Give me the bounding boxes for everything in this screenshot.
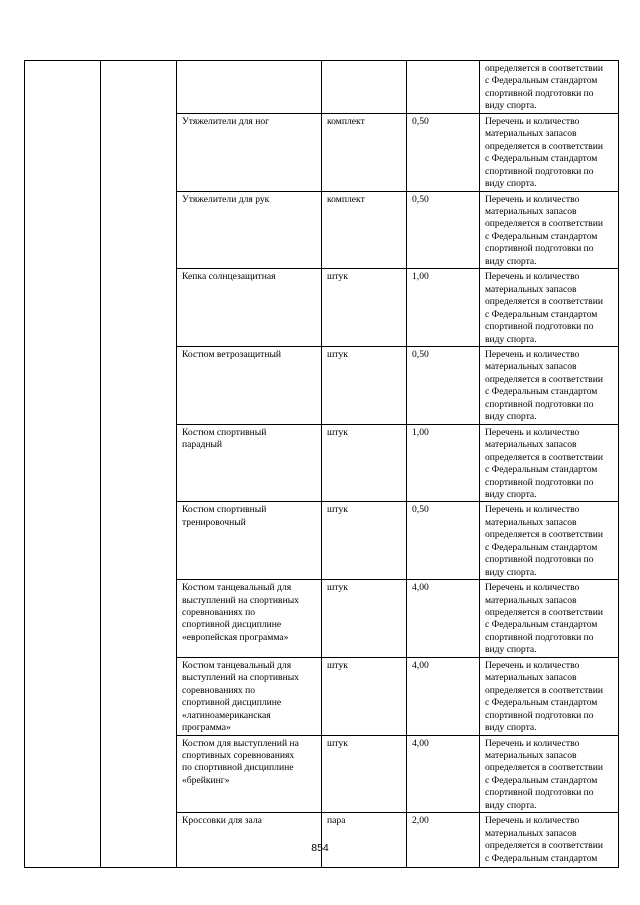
cell-item-name-text: Костюм танцевальный для выступлений на спортивных соревнованиях по спортивной дисциплине «европейская программа» xyxy=(182,582,299,643)
cell-unit-text: пара xyxy=(327,815,346,827)
cell-name-continuation xyxy=(177,61,322,114)
cell-note-text: Перечень и количество материальных запасов определяется в соответствии с Федеральным стандартом спортивной подготовки по виду спорта. xyxy=(485,348,603,423)
cell-note xyxy=(480,657,619,735)
merged-cell-col2 xyxy=(101,61,177,868)
cell-item-name xyxy=(177,813,322,868)
cell-unit xyxy=(322,813,407,868)
cell-note-text: Перечень и количество материальных запасов определяется в соответствии с Федеральным стандартом спортивной подготовки по виду спорта. xyxy=(485,659,603,734)
cell-quantity xyxy=(407,346,480,424)
cell-note xyxy=(480,113,619,191)
table-row-continuation xyxy=(25,61,619,114)
cell-note-text: Перечень и количество материальных запасов определяется в соответствии с Федеральным стандартом спортивной подготовки по виду спорта. xyxy=(485,582,603,656)
cell-note-text: Перечень и количество материальных запасов определяется в соответствии с Федеральным стандартом xyxy=(485,815,603,864)
cell-item-name-text: Костюм ветрозащитный xyxy=(182,348,282,360)
cell-unit xyxy=(322,191,407,269)
cell-item-name-text: Костюм танцевальный для выступлений на спортивных соревнованиях по спортивной дисциплине «латиноамериканская программа» xyxy=(182,659,299,734)
cell-item-name xyxy=(177,191,322,269)
cell-note xyxy=(480,580,619,658)
page-number: 854 xyxy=(311,842,329,854)
cell-unit-text: комплект xyxy=(327,193,365,205)
cell-item-name-text: Кепка солнцезащитная xyxy=(182,271,276,283)
cell-item-name-text: Утяжелители для рук xyxy=(182,193,270,205)
cell-quantity-text: 2,00 xyxy=(412,815,429,827)
cell-unit xyxy=(322,502,407,580)
cell-unit-continuation xyxy=(322,61,407,114)
cell-item-name-text: Костюм для выступлений на спортивных соревнованиях по спортивной дисциплине «брейкинг» xyxy=(182,737,299,786)
cell-note xyxy=(480,269,619,347)
cell-item-name xyxy=(177,735,322,813)
cell-unit-text: штук xyxy=(327,271,348,283)
table-body xyxy=(25,61,619,868)
cell-quantity-text: 0,50 xyxy=(412,348,429,360)
cell-quantity-text: 0,50 xyxy=(412,504,429,516)
cell-quantity-text: 4,00 xyxy=(412,582,429,594)
cell-quantity xyxy=(407,580,480,658)
merged-cell-col1 xyxy=(25,61,101,868)
cell-item-name-text: Костюм спортивный тренировочный xyxy=(182,504,267,528)
cell-unit xyxy=(322,269,407,347)
cell-item-name-text: Костюм спортивный парадный xyxy=(182,426,267,451)
cell-item-name xyxy=(177,502,322,580)
cell-quantity-text: 1,00 xyxy=(412,426,429,438)
cell-note xyxy=(480,735,619,813)
cell-unit xyxy=(322,735,407,813)
cell-quantity-text: 4,00 xyxy=(412,659,429,671)
cell-unit xyxy=(322,424,407,502)
cell-item-name-text: Кроссовки для зала xyxy=(182,815,262,827)
cell-note xyxy=(480,346,619,424)
cell-note-text: Перечень и количество материальных запасов определяется в соответствии с Федеральным стандартом спортивной подготовки по виду спорта. xyxy=(485,504,603,578)
cell-unit xyxy=(322,657,407,735)
cell-unit xyxy=(322,113,407,191)
cell-quantity xyxy=(407,657,480,735)
cell-quantity xyxy=(407,502,480,580)
cell-unit-text: комплект xyxy=(327,115,365,127)
cell-quantity xyxy=(407,113,480,191)
cell-quantity xyxy=(407,191,480,269)
cell-item-name xyxy=(177,346,322,424)
cell-unit-text: штук xyxy=(327,737,348,749)
continuation-note-text: определяется в соответствии с Федеральным стандартом спортивной подготовки по виду спорта. xyxy=(485,63,603,112)
cell-quantity xyxy=(407,269,480,347)
cell-quantity-text: 1,00 xyxy=(412,271,429,283)
cell-quantity-text: 0,50 xyxy=(412,193,429,205)
cell-item-name xyxy=(177,113,322,191)
cell-quantity xyxy=(407,424,480,502)
cell-quantity-text: 0,50 xyxy=(412,115,429,127)
equipment-table xyxy=(24,60,619,868)
cell-item-name xyxy=(177,657,322,735)
cell-unit-text: штук xyxy=(327,582,348,594)
cell-note-text: Перечень и количество материальных запасов определяется в соответствии с Федеральным стандартом спортивной подготовки по виду спорта. xyxy=(485,115,603,190)
cell-quantity-text: 4,00 xyxy=(412,737,429,749)
cell-unit xyxy=(322,580,407,658)
cell-unit-text: штук xyxy=(327,348,348,360)
cell-item-name xyxy=(177,269,322,347)
cell-note xyxy=(480,813,619,868)
cell-note xyxy=(480,502,619,580)
cell-note xyxy=(480,191,619,269)
cell-note-text: Перечень и количество материальных запасов определяется в соответствии с Федеральным стандартом спортивной подготовки по виду спорта. xyxy=(485,737,603,811)
cell-note-text: Перечень и количество материальных запасов определяется в соответствии с Федеральным стандартом спортивной подготовки по виду спорта. xyxy=(485,271,603,345)
cell-unit xyxy=(322,346,407,424)
cell-unit-text: штук xyxy=(327,504,348,516)
cell-unit-text: штук xyxy=(327,426,348,438)
cell-quantity xyxy=(407,735,480,813)
cell-unit-text: штук xyxy=(327,659,348,671)
cell-item-name-text: Утяжелители для ног xyxy=(182,115,270,127)
cell-item-name xyxy=(177,580,322,658)
cell-note-continuation xyxy=(480,61,619,114)
cell-qty-continuation xyxy=(407,61,480,114)
cell-note-text: Перечень и количество материальных запасов определяется в соответствии с Федеральным стандартом спортивной подготовки по виду спорта. xyxy=(485,426,603,500)
cell-item-name xyxy=(177,424,322,502)
cell-quantity xyxy=(407,813,480,868)
cell-note-text: Перечень и количество материальных запасов определяется в соответствии с Федеральным стандартом спортивной подготовки по виду спорта. xyxy=(485,193,603,267)
cell-note xyxy=(480,424,619,502)
